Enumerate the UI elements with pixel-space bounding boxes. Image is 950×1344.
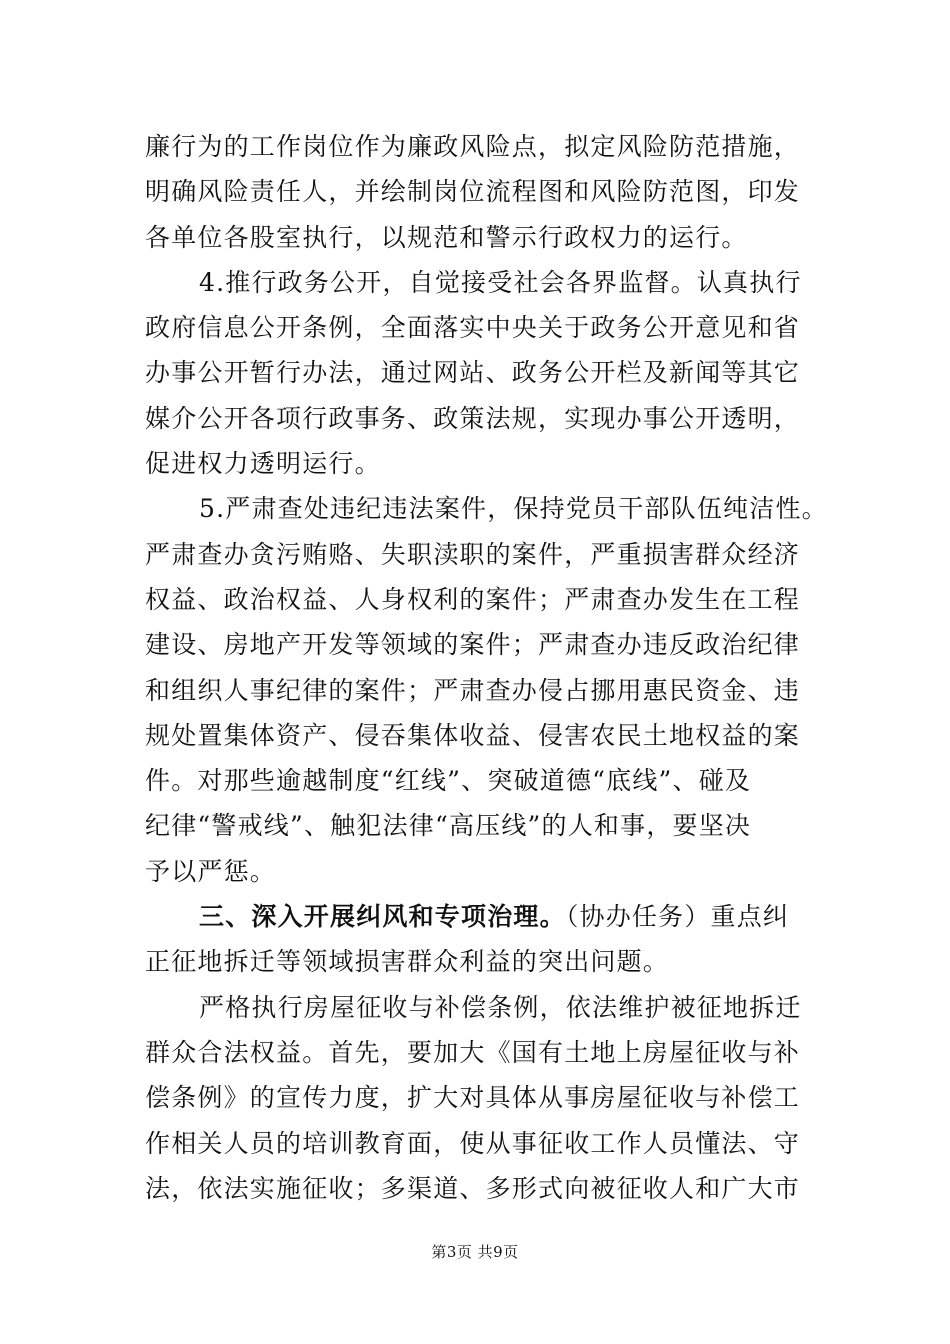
text-line: 促进权力透明运行。 xyxy=(145,449,381,479)
text-line: 廉行为的工作岗位作为廉政风险点，拟定风险防范措施， xyxy=(145,132,801,161)
text-line: 偿条例》的宣传力度，扩大对具体从事房屋征收与补偿工 xyxy=(145,1083,801,1113)
text-line: 作相关人员的培训教育面，使从事征收工作人员懂法、守 xyxy=(145,1128,801,1158)
text-line: 件。对那些逾越制度“红线”、突破道德“底线”、碰及 xyxy=(145,766,752,796)
text-line: 纪律“警戒线”、触犯法律“高压线”的人和事，要坚决 xyxy=(145,811,752,841)
item-4-title-line: 4.推行政务公开，自觉接受社会各界监督。认真执行 xyxy=(199,267,802,297)
text-line: 和组织人事纪律的案件；严肃查办侵占挪用惠民资金、违 xyxy=(145,675,801,705)
page-footer: 第3页 共9页 xyxy=(431,1243,519,1261)
text-line: 各单位各股室执行，以规范和警示行政权力的运行。 xyxy=(145,222,748,252)
text-line: 权益、政治权益、人身权利的案件；严肃查办发生在工程 xyxy=(145,584,801,614)
text-line: 媒介公开各项行政事务、政策法规，实现办事公开透明， xyxy=(145,403,801,433)
paragraph-start-line: 严格执行房屋征收与补偿条例，依法维护被征地拆迁 xyxy=(199,992,802,1022)
text-line: 群众合法权益。首先，要加大《国有土地上房屋征收与补 xyxy=(145,1037,801,1067)
item-5-title-line: 5.严肃查处违纪违法案件，保持党员干部队伍纯洁性。 xyxy=(199,494,828,524)
text-line: 法，依法实施征收；多渠道、多形式向被征收人和广大市 xyxy=(145,1173,801,1203)
section-three-note: （协办任务）重点纠 xyxy=(565,902,790,932)
text-line: 正征地拆迁等领域损害群众利益的突出问题。 xyxy=(145,947,670,977)
section-three-line xyxy=(145,894,835,939)
text-line: 办事公开暂行办法，通过网站、政务公开栏及新闻等其它 xyxy=(145,358,801,388)
text-line: 明确风险责任人，并绘制岗位流程图和风险防范图，印发 xyxy=(145,177,801,207)
body-text xyxy=(145,124,835,1211)
section-three-heading: 三、深入开展纠风和专项治理。 xyxy=(199,902,566,932)
text-line: 规处置集体资产、侵吞集体收益、侵害农民土地权益的案 xyxy=(145,720,801,750)
text-line: 建设、房地产开发等领域的案件；严肃查办违反政治纪律 xyxy=(145,630,801,660)
text-line: 严肃查办贪污贿赂、失职渎职的案件，严重损害群众经济 xyxy=(145,539,801,569)
text-line: 予以严惩。 xyxy=(145,856,277,886)
text-line: 政府信息公开条例，全面落实中央关于政务公开意见和省 xyxy=(145,313,801,343)
